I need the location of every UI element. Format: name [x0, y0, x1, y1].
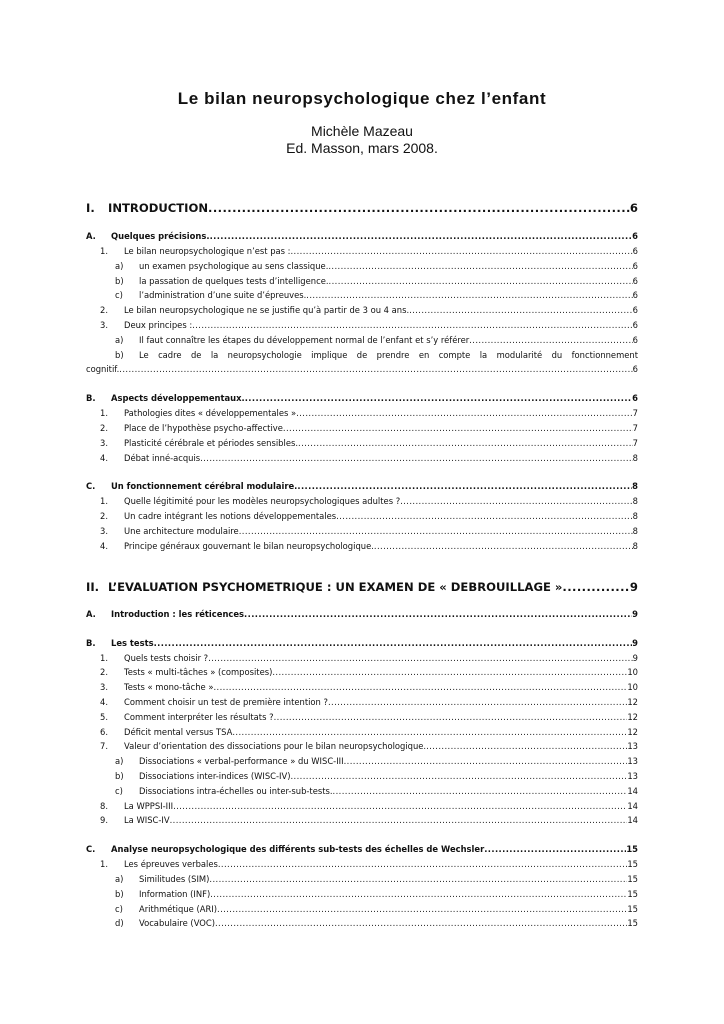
- toc-page-number: 10: [627, 667, 638, 678]
- toc-entry[interactable]: [86, 406, 638, 421]
- toc-entry[interactable]: [86, 842, 638, 857]
- toc-entry-text: INTRODUCTION: [108, 201, 209, 215]
- toc-page-number: 12: [627, 711, 638, 722]
- toc-spacer: [86, 596, 638, 607]
- toc-entry-text: Le cadre de la neuropsychologie implique de prendre en compte la modularité du fonctionnement: [139, 349, 638, 360]
- author-name: Michèle Mazeau: [311, 123, 413, 139]
- toc-entry-number: 6.: [100, 726, 108, 737]
- toc-entry-number: C.: [86, 481, 96, 492]
- toc-entry-text: Une architecture modulaire: [124, 525, 239, 536]
- toc-leader-dots: [272, 665, 627, 680]
- toc-entry-text: Un cadre intégrant les notions développementales: [124, 511, 337, 522]
- toc-leader-dots: [298, 436, 633, 451]
- toc-entry-text: cognitif.: [86, 364, 120, 375]
- toc-leader-dots: [469, 333, 632, 348]
- toc-entry-text: La WPPSI-III: [124, 800, 174, 811]
- toc-page-number: 12: [627, 696, 638, 707]
- toc-page-number: 15: [627, 873, 638, 884]
- toc-leader-dots: [426, 739, 627, 754]
- toc-entry-number: 3.: [100, 525, 108, 536]
- toc-entry-number: 2.: [100, 667, 108, 678]
- toc-entry-number: 2.: [100, 422, 108, 433]
- toc-page-number: 6: [632, 260, 638, 271]
- toc-entry-number: B.: [86, 393, 96, 404]
- toc-leader-dots: [306, 288, 632, 303]
- toc-page-number: 6: [632, 246, 638, 256]
- toc-entry[interactable]: [86, 436, 638, 451]
- toc-leader-dots: [400, 494, 632, 509]
- toc-page-number: 6: [632, 290, 638, 301]
- toc-entry-text: Le bilan neuropsychologique ne se justifie qu’à partir de 3 ou 4 ans.: [124, 305, 410, 316]
- toc-entry[interactable]: [86, 887, 638, 902]
- toc-entry[interactable]: [86, 636, 638, 651]
- toc-entry-text: Quelle légitimité pour les modèles neuropsychologiques adultes ?: [124, 496, 401, 507]
- toc-leader-dots: [215, 916, 627, 931]
- toc-entry-text: Déficit mental versus TSA: [124, 726, 233, 737]
- toc-leader-dots: [333, 784, 628, 799]
- toc-leader-dots: [296, 406, 632, 421]
- toc-leader-dots: [119, 362, 632, 377]
- toc-page-number: 8: [632, 481, 638, 492]
- toc-entry-text: Comment interpréter les résultats ?: [124, 711, 274, 722]
- toc-entry-first-line: [115, 348, 638, 363]
- toc-leader-dots: [173, 799, 627, 814]
- toc-page-number: 6: [632, 334, 638, 345]
- toc-entry[interactable]: [86, 318, 638, 333]
- toc-entry-number: b): [115, 888, 124, 899]
- toc-entry[interactable]: [86, 651, 638, 666]
- toc-entry-wrapped[interactable]: [86, 348, 638, 378]
- toc-entry-number: a): [115, 756, 124, 767]
- publisher-info: Ed. Masson, mars 2008.: [286, 140, 438, 156]
- toc-entry-text: Aspects développementaux.: [111, 393, 245, 404]
- toc-entry[interactable]: [86, 813, 638, 828]
- toc-entry-text: Principe généraux gouvernant le bilan neuropsychologique.: [124, 540, 374, 551]
- toc-leader-dots: [154, 636, 633, 651]
- toc-entry-number: C.: [86, 844, 96, 855]
- toc-spacer: [86, 828, 638, 842]
- toc-entry-number: I.: [86, 201, 95, 215]
- toc-entry-text: Dissociations « verbal-performance » du WISC-III: [139, 756, 344, 767]
- toc-entry-number: 2.: [100, 511, 108, 522]
- toc-page-number: 6: [632, 364, 638, 375]
- toc-page-number: 13: [627, 770, 638, 781]
- toc-entry-text: Tests « mono-tâche »: [124, 682, 214, 693]
- toc-page-number: 9: [629, 579, 638, 594]
- toc-entry[interactable]: [86, 539, 638, 554]
- toc-page-number: 6: [629, 201, 638, 215]
- toc-page-number: 15: [627, 903, 638, 914]
- toc-leader-dots: [170, 813, 628, 828]
- toc-entry[interactable]: [86, 303, 638, 318]
- toc-entry-text: Vocabulaire (VOC): [139, 918, 215, 929]
- toc-spacer: [86, 377, 638, 391]
- toc-entry-text: Débat inné-acquis: [124, 452, 201, 463]
- toc-entry[interactable]: [86, 857, 638, 872]
- toc-entry-text: Plasticité cérébrale et périodes sensibles.: [124, 437, 299, 448]
- toc-page-number: 6: [632, 275, 638, 286]
- toc-entry[interactable]: [86, 274, 638, 289]
- toc-entry-number: c): [115, 903, 123, 914]
- toc-entry-text: Information (INF): [139, 888, 211, 899]
- toc-entry-text: La WISC-IV: [124, 815, 170, 826]
- toc-leader-dots: [232, 725, 627, 740]
- toc-entry[interactable]: [86, 479, 638, 494]
- toc-entry-number: A.: [86, 231, 96, 241]
- toc-leader-dots: [409, 303, 633, 318]
- toc-leader-dots: [562, 578, 630, 596]
- toc-leader-dots: [210, 887, 627, 902]
- toc-entry[interactable]: [86, 725, 638, 740]
- toc-leader-dots: [200, 451, 632, 466]
- toc-spacer: [86, 217, 638, 229]
- toc-entry-number: 1.: [100, 652, 108, 663]
- toc-entry-text: Dissociations intra-échelles ou inter-sub-tests.: [139, 785, 333, 796]
- toc-entry-number: c): [115, 785, 123, 796]
- toc-entry[interactable]: [86, 916, 638, 931]
- toc-entry-text: Il faut connaître les étapes du développement normal de l’enfant et s’y référer: [139, 334, 470, 345]
- toc-entry[interactable]: [86, 199, 638, 217]
- toc-page-number: 7: [632, 437, 638, 448]
- toc-page-number: 13: [627, 756, 638, 767]
- toc-leader-dots: [239, 524, 633, 539]
- toc-entry[interactable]: [86, 333, 638, 348]
- toc-entry-text: Les épreuves verbales: [124, 859, 218, 870]
- toc-entry[interactable]: [86, 784, 638, 799]
- toc-entry[interactable]: [86, 680, 638, 695]
- toc-leader-dots: [217, 902, 627, 917]
- toc-page-number: 15: [627, 918, 638, 929]
- toc-entry[interactable]: [86, 578, 638, 596]
- toc-page-number: 8: [632, 452, 638, 463]
- toc-page-number: 8: [632, 496, 638, 507]
- toc-page-number: 7: [632, 408, 638, 419]
- toc-entry-number: b): [115, 349, 124, 360]
- toc-entry-number: 7.: [100, 741, 108, 752]
- toc-leader-dots: [208, 199, 630, 217]
- toc-page-number: 15: [627, 888, 638, 899]
- toc-page-number: 14: [627, 815, 638, 826]
- toc-entry-text: L’EVALUATION PSYCHOMETRIQUE : UN EXAMEN DE « DEBROUILLAGE »: [108, 579, 563, 594]
- toc-entry-number: b): [115, 275, 124, 286]
- toc-entry[interactable]: [86, 421, 638, 436]
- toc-entry[interactable]: [86, 259, 638, 274]
- toc-entry-number: 1.: [100, 408, 108, 419]
- table-of-contents: [86, 199, 638, 931]
- toc-entry[interactable]: [86, 524, 638, 539]
- toc-leader-dots: [274, 710, 628, 725]
- toc-entry-number: a): [115, 873, 124, 884]
- toc-entry-number: b): [115, 770, 124, 781]
- toc-entry-number: 1.: [100, 859, 108, 870]
- toc-leader-dots: [244, 607, 632, 622]
- toc-entry[interactable]: [86, 739, 638, 754]
- toc-entry-text: Dissociations inter-indices (WISC-IV): [139, 770, 291, 781]
- toc-entry[interactable]: [86, 229, 638, 244]
- toc-page-number: 13: [627, 741, 638, 752]
- toc-page-number: 10: [627, 682, 638, 693]
- toc-spacer: [86, 554, 638, 578]
- toc-leader-dots: [218, 857, 627, 872]
- toc-entry-text: un examen psychologique au sens classique.: [139, 260, 329, 271]
- toc-entry-text: Similitudes (SIM): [139, 873, 210, 884]
- toc-leader-dots: [192, 318, 632, 333]
- toc-page-number: 8: [632, 540, 638, 551]
- toc-page-number: 15: [626, 844, 638, 855]
- toc-entry-number: 5.: [100, 711, 108, 722]
- toc-leader-dots: [210, 229, 633, 244]
- toc-entry[interactable]: [86, 872, 638, 887]
- toc-entry-number: 9.: [100, 815, 108, 826]
- toc-entry-number: a): [115, 260, 124, 271]
- toc-entry-number: 3.: [100, 437, 108, 448]
- toc-entry[interactable]: [86, 769, 638, 784]
- toc-entry-number: d): [115, 918, 124, 929]
- toc-entry-text: Quelques précisions.: [111, 231, 210, 241]
- toc-leader-dots: [291, 244, 633, 259]
- toc-entry-text: Quels tests choisir ?: [124, 652, 209, 663]
- toc-leader-dots: [328, 695, 627, 710]
- toc-entry-text: Introduction : les réticences: [111, 608, 245, 619]
- toc-entry[interactable]: [86, 509, 638, 524]
- toc-entry[interactable]: [86, 665, 638, 680]
- toc-entry-text: Analyse neuropsychologique des différents sub-tests des échelles de Wechsler: [111, 844, 485, 855]
- toc-entry-number: c): [115, 290, 123, 301]
- toc-entry-text: Place de l’hypothèse psycho-affective: [124, 422, 283, 433]
- toc-page-number: 8: [632, 525, 638, 536]
- toc-entry-continuation: [86, 362, 638, 377]
- toc-entry-number: 1.: [100, 496, 108, 507]
- toc-page-number: 8: [632, 511, 638, 522]
- toc-entry-number: II.: [86, 579, 100, 594]
- toc-page-number: 6: [632, 305, 638, 316]
- toc-entry-number: 1.: [100, 246, 108, 256]
- toc-leader-dots: [213, 680, 627, 695]
- toc-page-number: 14: [627, 785, 638, 796]
- toc-entry[interactable]: [86, 710, 638, 725]
- toc-entry[interactable]: [86, 244, 638, 259]
- toc-entry-number: 8.: [100, 800, 108, 811]
- toc-entry-number: 3.: [100, 682, 108, 693]
- toc-entry-text: Le bilan neuropsychologique n’est pas :: [124, 246, 291, 256]
- toc-entry-text: Valeur d’orientation des dissociations pour le bilan neuropsychologique.: [124, 741, 427, 752]
- toc-entry[interactable]: [86, 391, 638, 406]
- toc-entry-text: Tests « multi-tâches » (composites): [124, 667, 273, 678]
- toc-page-number: 9: [632, 637, 638, 648]
- toc-entry-number: A.: [86, 608, 96, 619]
- toc-entry-number: 4.: [100, 540, 108, 551]
- toc-page-number: 15: [627, 859, 638, 870]
- toc-leader-dots: [291, 769, 628, 784]
- toc-entry-text: Un fonctionnement cérébral modulaire.: [111, 481, 298, 492]
- toc-leader-dots: [245, 391, 632, 406]
- toc-entry-text: la passation de quelques tests d’intelligence.: [139, 275, 329, 286]
- toc-entry[interactable]: [86, 288, 638, 303]
- toc-entry[interactable]: [86, 754, 638, 769]
- toc-entry-text: Les tests: [111, 637, 154, 648]
- toc-entry-number: 4.: [100, 696, 108, 707]
- toc-page-number: 12: [627, 726, 638, 737]
- toc-entry-text: Deux principes :: [124, 319, 193, 330]
- toc-page-number: 9: [632, 608, 638, 619]
- toc-leader-dots: [374, 539, 633, 554]
- toc-entry-text: Arithmétique (ARI): [139, 903, 218, 914]
- toc-leader-dots: [329, 274, 633, 289]
- toc-entry[interactable]: [86, 695, 638, 710]
- toc-page-number: 6: [632, 319, 638, 330]
- toc-entry-number: B.: [86, 637, 96, 648]
- document-title: Le bilan neuropsychologique chez l’enfant: [177, 89, 547, 108]
- toc-leader-dots: [344, 754, 628, 769]
- toc-entry-number: a): [115, 334, 124, 345]
- toc-entry[interactable]: [86, 799, 638, 814]
- toc-spacer: [86, 622, 638, 636]
- toc-page-number: 14: [627, 800, 638, 811]
- toc-entry[interactable]: [86, 607, 638, 622]
- toc-leader-dots: [484, 842, 626, 857]
- toc-entry[interactable]: [86, 451, 638, 466]
- toc-page-number: 7: [632, 422, 638, 433]
- toc-leader-dots: [283, 421, 633, 436]
- toc-page-number: 6: [632, 231, 638, 241]
- toc-entry-text: l’administration d’une suite d’épreuves.: [139, 290, 307, 301]
- toc-leader-dots: [297, 479, 632, 494]
- toc-leader-dots: [208, 651, 633, 666]
- toc-leader-dots: [209, 872, 627, 887]
- toc-page-number: 6: [632, 393, 638, 404]
- toc-entry-number: 4.: [100, 452, 108, 463]
- toc-entry-number: 3.: [100, 319, 108, 330]
- toc-spacer: [86, 465, 638, 479]
- toc-entry-number: 2.: [100, 305, 108, 316]
- toc-page-number: 9: [632, 652, 638, 663]
- toc-entry[interactable]: [86, 494, 638, 509]
- toc-entry-text: Comment choisir un test de première intention ?: [124, 696, 328, 707]
- toc-entry[interactable]: [86, 902, 638, 917]
- toc-leader-dots: [336, 509, 633, 524]
- toc-entry-text: Pathologies dites « développementales »: [124, 408, 297, 419]
- toc-leader-dots: [328, 259, 632, 274]
